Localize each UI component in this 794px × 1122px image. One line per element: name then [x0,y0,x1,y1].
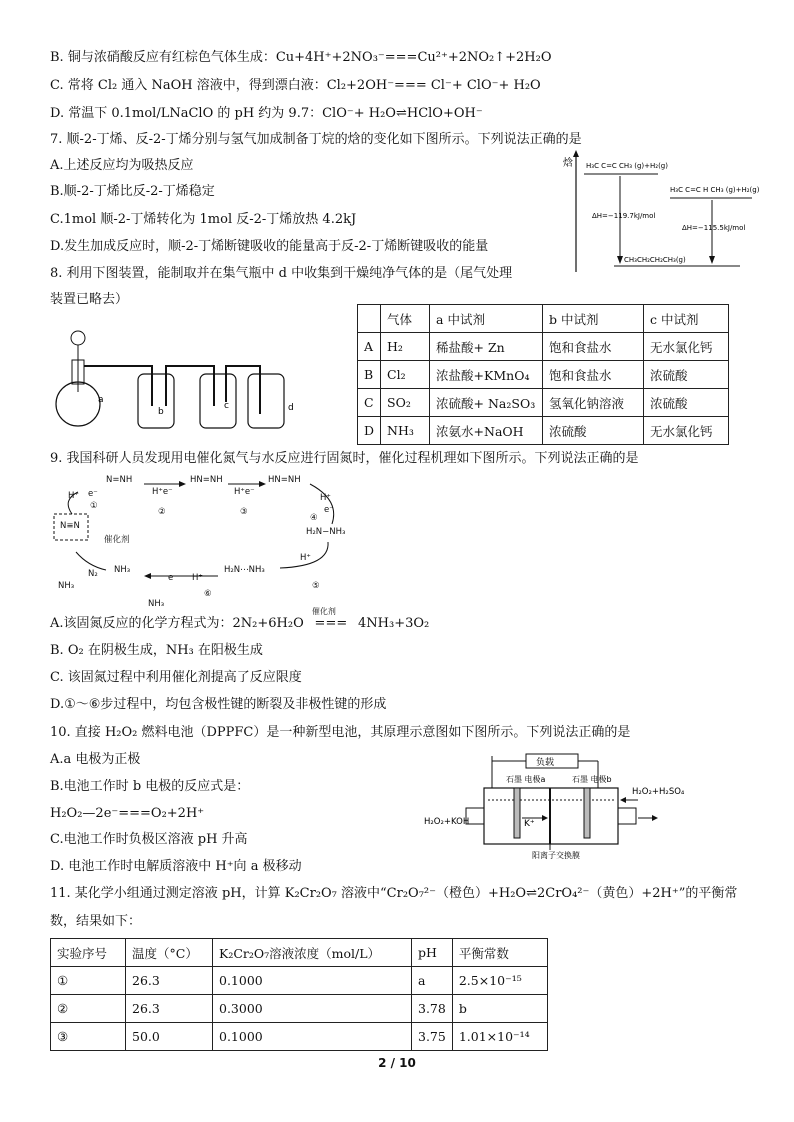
electrode-a-label: 石墨 电极a [506,775,546,784]
option-b-q7: B.顺-2-丁烯比反-2-丁烯稳定 [50,184,215,199]
hplus-label: H⁺ [68,491,79,501]
question-11-cont: 数，结果如下： [50,914,142,929]
option-b-q10: B.电池工作时 b 电极的反应式是： [50,779,250,794]
table-header-cell [358,305,381,333]
table-cell: A [358,333,381,361]
table-cell: 3.78 [412,995,453,1023]
molecule-4: H₂N−NH₃ [306,527,346,537]
eminus-label-4: e⁻ [324,505,334,515]
n2-label: N₂ [88,569,98,579]
step-3: ③ [240,507,248,517]
fuel-cell-diagram [422,752,734,864]
option-d-q9: D.①～⑥步过程中，均包含极性键的断裂及非极性键的形成 [50,697,387,712]
left-inlet-label: H₂O₂+KOH [424,817,470,827]
option-b-q6: B. 铜与浓硝酸反应有红棕色气体生成：Cu+4H⁺+2NO₃⁻===Cu²⁺+2NO₂↑+2H₂O [50,50,552,65]
enthalpy-diagram [562,148,788,276]
table-header-cell: 平衡常数 [452,939,547,967]
molecule-5: H₂N⋯NH₃ [224,565,265,575]
table-cell: 2.5×10⁻¹⁵ [452,967,547,995]
table-cell: SO₂ [381,389,430,417]
label-a: a [98,395,104,405]
option-a-q10: A.a 电极为正极 [50,752,141,767]
hplus-label-5: H⁺ [300,553,311,563]
table-cell: a [412,967,453,995]
label-b: b [158,407,164,417]
table-cell: 浓硫酸 [644,361,729,389]
option-c-q6: C. 常将 Cl₂ 通入 NaOH 溶液中，得到漂白液：Cl₂+2OH⁻=== Cl⁻+ ClO⁻+ H₂O [50,78,541,93]
electrode-b-label: 石墨 电极b [572,775,612,784]
hplus-label-4: H⁺ [320,493,331,503]
k-ion-label: K⁺ [524,819,535,829]
nh3-out-1: NH₃ [58,581,75,591]
table-row [358,361,729,389]
step-6: ⑥ [204,589,212,599]
table-cell: 浓硫酸+ Na₂SO₃ [430,389,543,417]
option-b-q9: B. O₂ 在阴极生成，NH₃ 在阳极生成 [50,643,263,658]
table-cell: D [358,417,381,445]
question-7: 7. 顺-2-丁烯、反-2-丁烯分别与氢气加成制备丁烷的焓的变化如下图所示。下列说法正确的是 [50,132,582,147]
gas-apparatus-diagram [48,322,318,434]
table-cell: ① [51,967,126,995]
catalytic-cycle-diagram [48,470,348,610]
table-cell: 浓盐酸+KMnO₄ [430,361,543,389]
he-label-2: H⁺e⁻ [152,487,173,497]
table-cell: 0.3000 [213,995,412,1023]
label-c: c [224,401,229,411]
step-2: ② [158,507,166,517]
table-header-cell: 温度（°C） [126,939,213,967]
table-row [358,389,729,417]
he-label-3: H⁺e⁻ [234,487,255,497]
molecule-6: NH₃ [114,565,131,575]
catalyst-over-arrow: 催化剂 [311,607,336,616]
table-header-cell: a 中试剂 [430,305,543,333]
table-header-cell: K₂Cr₂O₇溶液浓度（mol/L） [213,939,412,967]
table-q11 [50,938,548,1051]
table-cell: Cl₂ [381,361,430,389]
table-cell: H₂ [381,333,430,361]
question-10: 10. 直接 H₂O₂ 燃料电池（DPPFC）是一种新型电池，其原理示意图如下图所示。下列说法正确的是 [50,725,631,740]
table-header-cell: 实验序号 [51,939,126,967]
eminus-label: e⁻ [88,489,98,499]
trans-butene-label: H₃C C=C H CH₃ (g)+H₂(g) [670,186,760,194]
table-cell: NH₃ [381,417,430,445]
table-cell: B [358,361,381,389]
option-d-q10: D. 电池工作时电解质溶液中 H⁺向 a 极移动 [50,859,302,874]
table-row [51,995,548,1023]
nh3-out-2: NH₃ [148,599,165,609]
question-11: 11. 某化学小组通过测定溶液 pH，计算 K₂Cr₂O₇ 溶液中“Cr₂O₇²⁻（橙色）+H₂O⇌2CrO₄²⁻（黄色）+2H⁺”的平衡常 [50,886,738,901]
eminus-label-6: e⁻ [168,573,178,583]
option-c-q7: C.1mol 顺-2-丁烯转化为 1mol 反-2-丁烯放热 4.2kJ [50,212,357,227]
table-cell: 氢氧化钠溶液 [543,389,644,417]
option-c-q9: C. 该固氮过程中利用催化剂提高了反应限度 [50,670,302,685]
delta-h-trans: ΔH=−115.5kJ/mol [682,224,746,232]
question-8: 8. 利用下图装置，能制取并在集气瓶中 d 中收集到干燥纯净气体的是（尾气处理 [50,266,513,281]
table-row [358,417,729,445]
question-9: 9. 我国科研人员发现用电催化氮气与水反应进行固氮时，催化过程机理如下图所示。下列说法正确的是 [50,451,639,466]
cis-butene-label: H₃C C=C CH₃ (g)+H₂(g) [586,162,668,170]
question-8-cont: 装置已略去） [50,292,129,307]
molecule-1: N=NH [106,475,133,485]
option-a-q7: A.上述反应均为吸热反应 [50,158,194,173]
table-header-row [51,939,548,967]
table-header-cell: 气体 [381,305,430,333]
table-cell: b [452,995,547,1023]
option-a-q9: A.该固氮反应的化学方程式为：2N₂+6H₂O 催化剂 === 4NH₃+3O₂ [50,614,429,634]
option-b-q10-eq: H₂O₂—2e⁻===O₂+2H⁺ [50,806,205,821]
table-row [51,1023,548,1051]
table-row [358,333,729,361]
table-cell: 0.1000 [213,967,412,995]
step-4: ④ [310,513,318,523]
option-c-q10: C.电池工作时负极区溶液 pH 升高 [50,832,248,847]
option-d-q7: D.发生加成反应时，顺-2-丁烯断键吸收的能量高于反-2-丁烯断键吸收的能量 [50,239,489,254]
option-d-q6: D. 常温下 0.1mol/LNaClO 的 pH 约为 9.7：ClO⁻+ H₂O⇌HClO+OH⁻ [50,106,483,121]
table-q8 [357,304,729,445]
page-number: 2 / 10 [378,1056,416,1070]
table-cell: 饱和食盐水 [543,333,644,361]
table-cell: C [358,389,381,417]
table-header-cell: b 中试剂 [543,305,644,333]
table-cell: 26.3 [126,967,213,995]
table-cell: 稀盐酸+ Zn [430,333,543,361]
table-cell: ② [51,995,126,1023]
table-header-row [358,305,729,333]
table-header-cell: c 中试剂 [644,305,729,333]
table-cell: 无水氯化钙 [644,333,729,361]
catalyst-label: 催化剂 [104,535,130,545]
butane-label: CH₃CH₂CH₂CH₃(g) [624,256,686,264]
table-cell: 26.3 [126,995,213,1023]
table-cell: 浓硫酸 [644,389,729,417]
table-cell: 饱和食盐水 [543,361,644,389]
table-cell: 0.1000 [213,1023,412,1051]
table-cell: 浓硫酸 [543,417,644,445]
hplus-label-6: H⁺ [192,573,203,583]
table-row [51,967,548,995]
table-cell: ③ [51,1023,126,1051]
molecule-2: HN=NH [190,475,223,485]
table-header-cell: pH [412,939,453,967]
step-1: ① [90,501,98,511]
molecule-0: N≡N [60,521,80,531]
table-cell: 3.75 [412,1023,453,1051]
delta-h-cis: ΔH=−119.7kJ/mol [592,212,656,220]
load-label: 负载 [536,758,555,768]
table-cell: 1.01×10⁻¹⁴ [452,1023,547,1051]
label-d: d [288,403,294,413]
right-inlet-label: H₂O₂+H₂SO₄ [632,787,685,797]
table-cell: 无水氯化钙 [644,417,729,445]
molecule-3: HN=NH [268,475,301,485]
table-cell: 浓氨水+NaOH [430,417,543,445]
table-cell: 50.0 [126,1023,213,1051]
y-axis-label: 焓 [563,158,573,169]
membrane-label: 阳离子交换膜 [532,851,580,860]
step-5: ⑤ [312,581,320,591]
